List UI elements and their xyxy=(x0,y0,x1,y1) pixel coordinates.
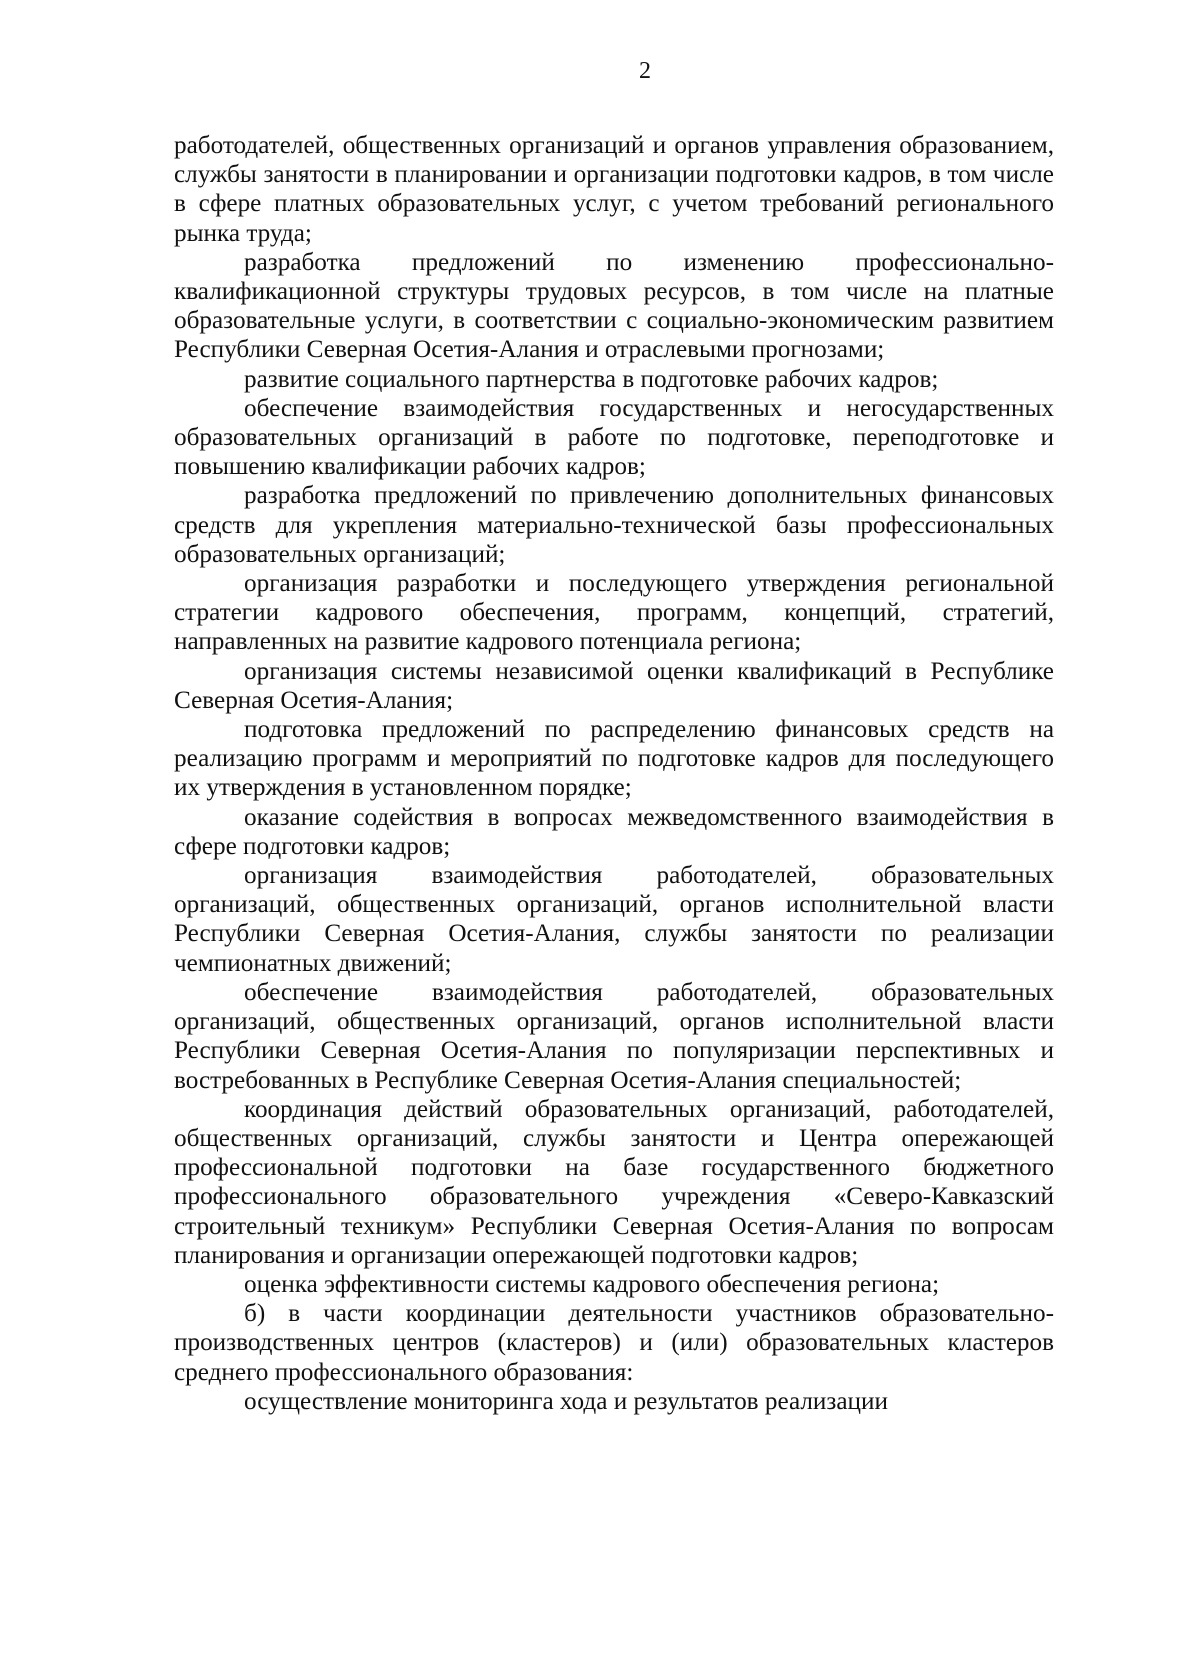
paragraph: подготовка предложений по распределению финансовых средств на реализацию программ и мероприятий по подготовке кадров для последующего их утверждения в установленном порядке; xyxy=(174,716,1054,802)
paragraph: б) в части координации деятельности участников образовательно-производственных центров (кластеров) и (или) образовательных кластеров среднего профессионального образования: xyxy=(174,1300,1054,1386)
paragraph: обеспечение взаимодействия работодателей, образовательных организаций, общественных организаций, органов исполнительной власти Республики Северная Осетия-Алания по популяризации перспективных и востребованных в Республике Северная Осетия-Алания специальностей; xyxy=(174,978,1054,1094)
paragraph: оказание содействия в вопросах межведомственного взаимодействия в сфере подготовки кадров; xyxy=(174,803,1054,860)
paragraph: разработка предложений по привлечению дополнительных финансовых средств для укрепления материально-технической базы профессиональных образовательных организаций; xyxy=(174,482,1054,568)
page-number: 2 xyxy=(639,58,651,84)
paragraph: развитие социального партнерства в подготовке рабочих кадров; xyxy=(244,365,939,393)
paragraph: обеспечение взаимодействия государственных и негосударственных образовательных организаций в работе по подготовке, переподготовке и повышению квалификации рабочих кадров; xyxy=(174,394,1054,481)
paragraph: организация взаимодействия работодателей, образовательных организаций, общественных организаций, органов исполнительной власти Республики Северная Осетия-Алания, службы занятости по реализации чемпионатных движений; xyxy=(174,862,1054,977)
paragraph: организация системы независимой оценки квалификаций в Республике Северная Осетия-Алания; xyxy=(174,657,1054,714)
paragraph: работодателей, общественных организаций и органов управления образованием, службы занятости в планировании и организации подготовки кадров, в том числе в сфере платных образовательных услуг, с учетом требований регионального рынка труда; xyxy=(174,132,1054,247)
paragraph: разработка предложений по изменению профессионально-квалификационной структуры трудовых ресурсов, в том числе на платные образовательные услуги, в соответствии с социально-экономическим развитием Республики Северная Осетия-Алания и отраслевыми прогнозами; xyxy=(174,248,1054,364)
paragraph: осуществление мониторинга хода и результатов реализации xyxy=(244,1387,888,1415)
document-body xyxy=(174,131,1054,1416)
paragraph: координация действий образовательных организаций, работодателей, общественных организаций, службы занятости и Центра опережающей профессиональной подготовки на базе государственного бюджетного профессионального образовательного учреждения «Северо-Кавказский строительный техникум» Республики Северная Осетия-Алания по вопросам планирования и организации опережающей подготовки кадров; xyxy=(174,1095,1054,1269)
paragraph: оценка эффективности системы кадрового обеспечения региона; xyxy=(244,1270,940,1298)
paragraph: организация разработки и последующего утверждения региональной стратегии кадрового обеспечения, программ, концепций, стратегий, направленных на развитие кадрового потенциала региона; xyxy=(174,570,1054,656)
